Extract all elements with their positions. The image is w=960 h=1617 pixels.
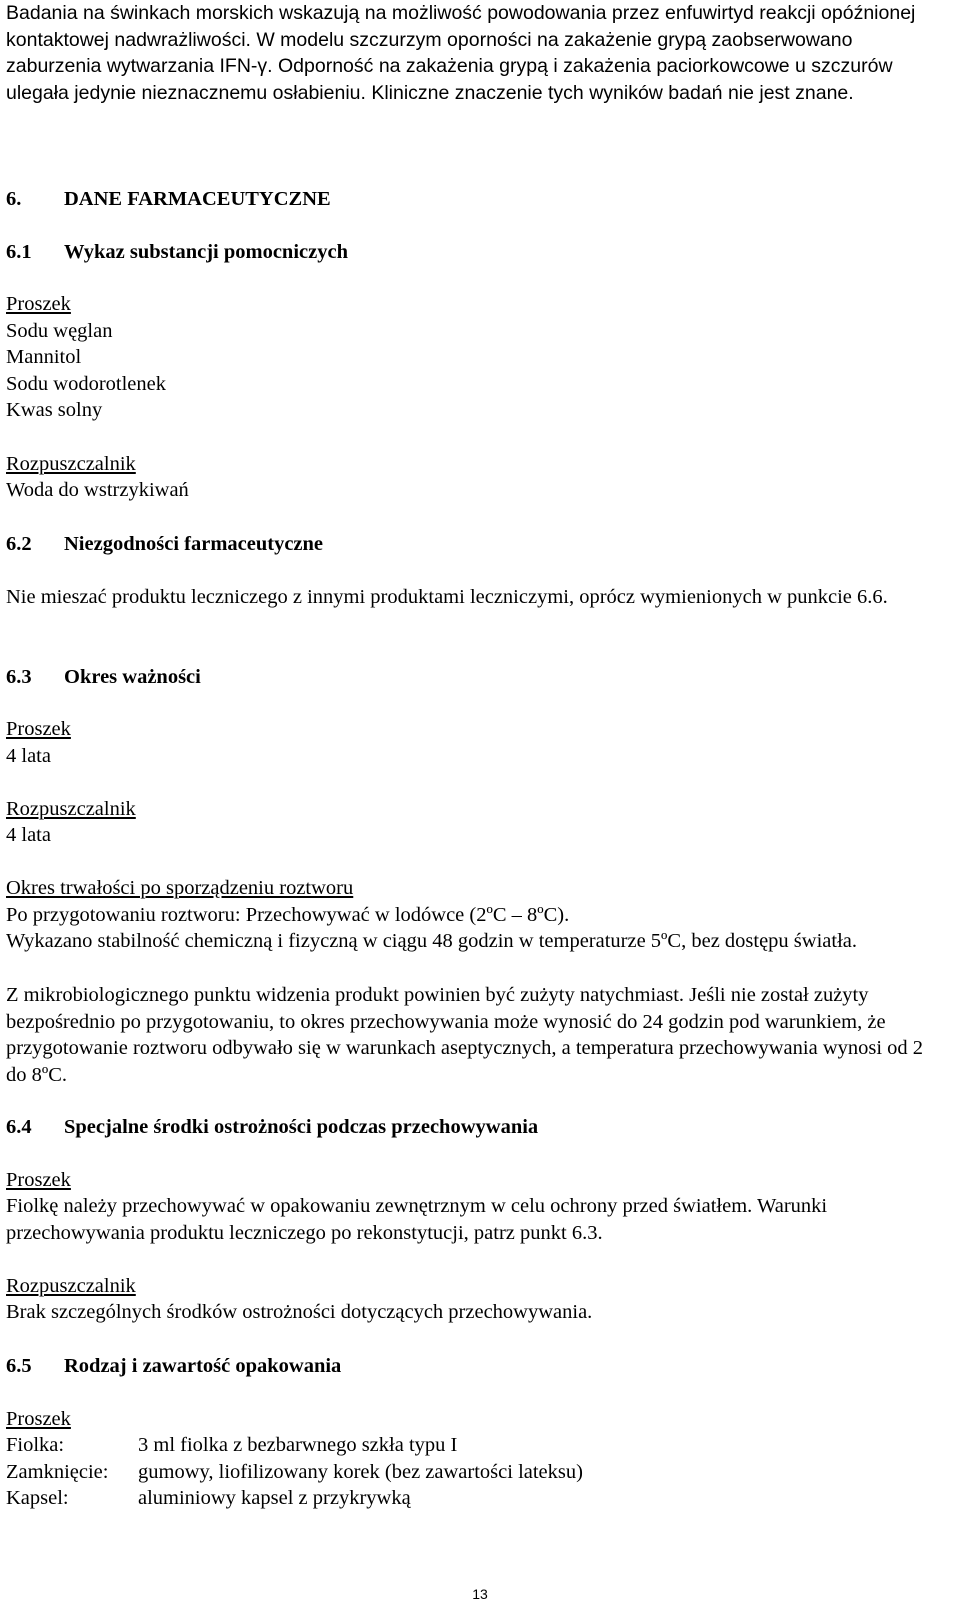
s6-3-after-line: Wykazano stabilność chemiczną i fizyczną w ciągu 48 godzin w temperaturze 5ºC, bez dostępu światła. [6,930,858,952]
packaging-row-value: aluminiowy kapsel z przykrywką [138,1487,411,1509]
s6-1-powder-item: Sodu węglan [6,320,113,342]
section-6-4-title: Specjalne środki ostrożności podczas przechowywania [64,1116,539,1138]
section-6-2-title: Niezgodności farmaceutyczne [64,533,324,555]
section-6-1-title: Wykaz substancji pomocniczych [64,241,348,263]
packaging-row-label: Zamknięcie: [6,1461,109,1483]
s6-1-solvent-item: Woda do wstrzykiwań [6,479,189,501]
s6-1-powder-item: Mannitol [6,346,82,368]
packaging-row-label: Fiolka: [6,1434,65,1456]
section-6-2-heading [6,531,323,557]
section-6-4-number: 6.4 [6,1116,32,1138]
s6-4-powder-label: Proszek [6,1169,71,1191]
s6-1-solvent-label: Rozpuszczalnik [6,453,136,475]
s6-4-powder-text: Fiolkę należy przechowywać w opakowaniu zewnętrznym w celu ochrony przed światłem. Warunki przechowywania produktu leczniczego po rekonstytucji, patrz punkt 6.3. [6,1195,828,1244]
s6-3-solvent-label: Rozpuszczalnik [6,798,136,820]
s6-1-powder-label: Proszek [6,293,71,315]
section-6-5-number: 6.5 [6,1355,32,1377]
s6-3-solvent-value: 4 lata [6,824,51,846]
section-6-1-number: 6.1 [6,241,32,263]
s6-1-powder-item: Kwas solny [6,399,103,421]
section-6-heading [6,186,331,212]
packaging-row-value: gumowy, liofilizowany korek (bez zawartości lateksu) [138,1461,583,1483]
s6-4-solvent-label: Rozpuszczalnik [6,1275,136,1297]
s6-5-powder-label: Proszek [6,1408,71,1430]
s6-3-after-label: Okres trwałości po sporządzeniu roztworu [6,877,354,899]
s6-3-after-line: Po przygotowaniu roztworu: Przechowywać w lodówce (2ºC – 8ºC). [6,904,570,926]
s6-3-after-line: Z mikrobiologicznego punktu widzenia produkt powinien być zużyty natychmiast. Jeśli nie został zużyty bezpośrednio po przygotowaniu, to okres przechowywania może wynosić do 24 godzin pod warunkiem, że przygotowanie roztworu odbywało się w warunkach aseptycznych, a temperatura przechowywania wynosi od 2 do 8ºC. [6,984,924,1086]
s6-3-powder-label: Proszek [6,718,71,740]
section-6-1-heading [6,239,348,265]
packaging-row-value: 3 ml fiolka z bezbarwnego szkła typu I [138,1434,458,1456]
packaging-row [6,1485,411,1512]
page-number: 13 [472,1586,488,1602]
section-6-number: 6. [6,188,22,210]
packaging-row-label: Kapsel: [6,1487,69,1509]
section-6-5-title: Rodzaj i zawartość opakowania [64,1355,342,1377]
s6-1-powder-item: Sodu wodorotlenek [6,373,166,395]
intro-paragraph: Badania na świnkach morskich wskazują na możliwość powodowania przez enfuwirtyd reakcji opóźnionej kontaktowej nadwrażliwości. W modelu szczurzym oporności na zakażenie grypą zaobserwowano zaburzenia wytwarzania IFN-γ. Odporność na zakażenia grypą i zakażenia paciorkowcowe u szczurów ulegała jedynie nieznacznemu osłabieniu. Kliniczne znaczenie tych wyników badań nie jest znane. [6,2,916,104]
packaging-row [6,1432,457,1459]
section-6-3-heading [6,664,201,690]
packaging-row [6,1459,583,1486]
s6-4-solvent-text: Brak szczególnych środków ostrożności dotyczących przechowywania. [6,1301,593,1323]
section-6-2-number: 6.2 [6,533,32,555]
section-6-3-title: Okres ważności [64,666,201,688]
section-6-5-heading [6,1353,341,1379]
section-6-title: DANE FARMACEUTYCZNE [64,188,331,210]
s6-2-text: Nie mieszać produktu leczniczego z innymi produktami leczniczymi, oprócz wymienionych w punkcie 6.6. [6,586,888,608]
section-6-3-number: 6.3 [6,666,32,688]
s6-3-powder-value: 4 lata [6,745,51,767]
section-6-4-heading [6,1114,538,1140]
